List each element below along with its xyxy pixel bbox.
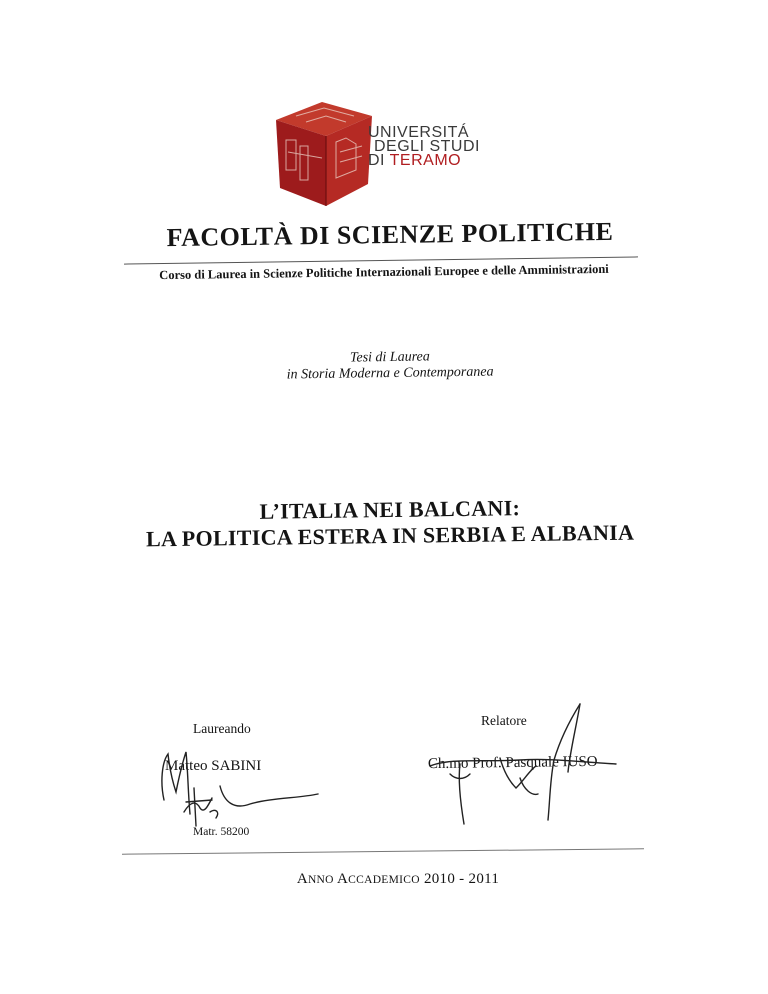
thesis-type — [240, 348, 540, 384]
academic-year-range: 2010 - 2011 — [423, 871, 500, 887]
thesis-type-line1: Tesi di Laurea — [349, 349, 430, 366]
candidate-label: Laureando — [193, 721, 251, 736]
thesis-subject: in Storia Moderna e Contemporanea — [286, 364, 494, 383]
supervisor-label: Relatore — [481, 713, 527, 728]
university-name-line2: DEGLI STUDI — [374, 138, 480, 155]
academic-year: ANNO ACCADEMICO 2010 - 2011 — [296, 871, 500, 887]
thesis-title-line1: L’ITALIA NEI BALCANI: — [259, 495, 521, 524]
university-city: TERAMO — [389, 152, 462, 169]
thesis-title — [110, 493, 671, 553]
university-name — [368, 126, 480, 168]
supervisor-name: Ch.mo Prof. Pasquale IUSO — [427, 753, 598, 773]
candidate-signature — [150, 742, 320, 832]
university-logo — [276, 102, 372, 206]
university-name-line1: UNIVERSITÁ — [368, 124, 470, 141]
student-number: Matr. 58200 — [193, 826, 250, 838]
candidate-name: Matteo SABINI — [165, 758, 262, 774]
university-name-line3: DI TERAMO — [368, 152, 462, 169]
faculty-heading: FACOLTÀ DI SCIENZE POLITICHE — [166, 216, 614, 253]
thesis-title-line2: LA POLITICA ESTERA IN SERBIA E ALBANIA — [145, 519, 635, 552]
divider-bottom — [122, 848, 644, 854]
course-name: Corso di Laurea in Scienze Politiche Internazionali Europee e delle Amministrazioni — [159, 261, 609, 283]
supervisor-signature — [420, 700, 620, 830]
